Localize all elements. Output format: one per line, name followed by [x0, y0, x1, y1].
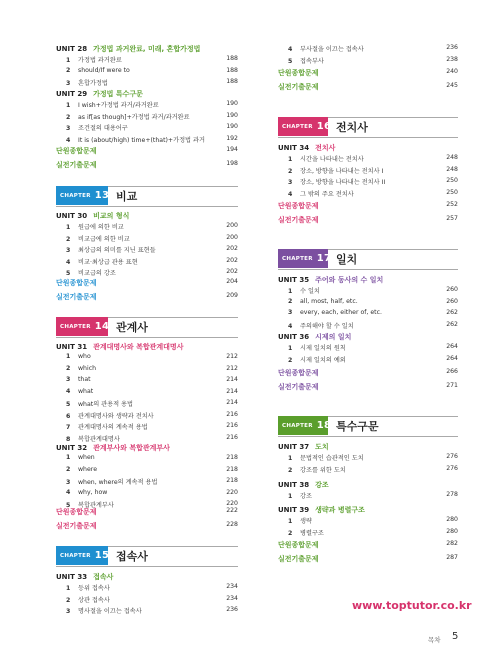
item-page: 280	[446, 527, 458, 535]
item-text: I wish+가정법 과거/과거완료	[78, 102, 159, 109]
toc-item[interactable]	[288, 465, 458, 474]
toc-item[interactable]	[288, 516, 458, 525]
toc-item[interactable]	[66, 434, 238, 443]
item-text: 비교급의 강조	[78, 270, 116, 277]
item-page: 218	[226, 454, 238, 461]
item-number: 1	[288, 288, 293, 295]
chapter-tag	[56, 317, 108, 336]
toc-item[interactable]	[66, 67, 238, 74]
unit-heading	[278, 480, 329, 490]
toc-item[interactable]	[288, 189, 458, 198]
section-title: 단원종합문제	[278, 541, 319, 549]
toc-item[interactable]	[66, 477, 238, 486]
item-text: 비교급에 의한 비교	[78, 235, 130, 243]
item-text: 시간을 나타내는 전치사	[300, 156, 364, 163]
toc-item[interactable]	[66, 376, 238, 383]
unit-title[interactable]: 가정법 특수구문	[93, 90, 143, 98]
chapter-tag	[278, 416, 332, 435]
item-text: that	[78, 376, 91, 383]
item-number: 2	[288, 466, 293, 474]
section-page: 266	[446, 368, 458, 375]
review-section[interactable]	[56, 160, 238, 170]
item-page: 202	[226, 245, 238, 252]
item-number: 7	[66, 424, 71, 431]
chapter-tag	[278, 117, 332, 136]
item-number: 1	[66, 585, 71, 592]
item-page: 264	[446, 343, 458, 350]
item-number: 1	[66, 224, 71, 231]
item-page: 236	[226, 606, 238, 613]
toc-item[interactable]	[66, 257, 238, 266]
section-page: 282	[446, 540, 458, 547]
item-page: 262	[446, 309, 458, 316]
item-text: 명사절을 이끄는 접속사	[78, 608, 142, 615]
item-page: 188	[226, 55, 238, 62]
item-page: 278	[446, 491, 458, 498]
chapter-title: 관계사	[116, 321, 148, 334]
item-text: 관계대명사와 생략과 전치사	[78, 412, 154, 420]
chapter-number: 15	[94, 550, 110, 561]
item-page: 214	[226, 376, 238, 383]
chapter-banner[interactable]	[278, 416, 458, 435]
unit-label: UNIT 35	[278, 276, 310, 284]
toc-item[interactable]	[288, 286, 458, 295]
item-page: 218	[226, 465, 238, 473]
unit-title[interactable]: 관계부사와 복합관계부사	[93, 444, 170, 452]
section-page: 198	[226, 160, 238, 167]
item-page: 248	[446, 165, 458, 173]
review-section[interactable]	[278, 368, 458, 378]
section-title: 실전기출문제	[278, 216, 319, 224]
toc-item[interactable]	[288, 321, 458, 330]
toc-item[interactable]	[66, 454, 238, 461]
item-text: where	[78, 465, 98, 473]
section-page: 257	[446, 215, 458, 222]
unit-label: UNIT 30	[56, 212, 88, 220]
item-page: 276	[446, 464, 458, 472]
toc-item[interactable]	[288, 528, 458, 537]
item-page: 236	[446, 44, 458, 51]
review-section[interactable]	[56, 521, 238, 531]
review-section[interactable]	[278, 382, 458, 392]
unit-heading	[278, 442, 329, 452]
chapter-tag-label: CHAPTER	[282, 422, 313, 429]
unit-label: UNIT 39	[278, 506, 310, 514]
unit-heading	[56, 443, 170, 453]
toc-item[interactable]	[66, 234, 238, 243]
item-page: 214	[226, 399, 238, 406]
section-title: 단원종합문제	[278, 69, 319, 77]
item-number: 2	[288, 356, 293, 364]
unit-heading	[278, 332, 351, 342]
item-text: when, where의 계속적 용법	[78, 479, 158, 486]
item-number: 6	[66, 412, 71, 420]
item-text: what	[78, 387, 94, 395]
unit-label: UNIT 34	[278, 144, 310, 152]
item-text: 생략	[300, 518, 312, 525]
section-page: 252	[446, 201, 458, 208]
toc-item[interactable]	[288, 453, 458, 462]
review-section[interactable]	[278, 540, 458, 550]
section-page: 245	[446, 82, 458, 89]
footer-label: 목차	[428, 636, 441, 644]
chapter-number: 17	[316, 253, 332, 264]
toc-item[interactable]	[66, 606, 238, 615]
unit-heading	[56, 211, 129, 221]
item-page: 234	[226, 583, 238, 590]
section-page: 222	[226, 507, 238, 514]
item-text: 접속부사	[300, 57, 324, 65]
toc-item[interactable]	[66, 595, 238, 604]
item-page: 238	[446, 55, 458, 63]
item-text: 병렬구조	[300, 529, 324, 537]
item-text: 주의해야 할 수 일치	[300, 322, 354, 330]
chapter-tag-label: CHAPTER	[282, 123, 313, 130]
toc-item[interactable]	[288, 56, 458, 65]
toc-item[interactable]	[66, 583, 238, 592]
item-number: 3	[288, 179, 293, 186]
section-title: 실전기출문제	[56, 293, 97, 301]
item-number: 4	[66, 387, 71, 395]
item-page: 190	[226, 123, 238, 130]
toc-item[interactable]	[288, 298, 458, 305]
toc-item[interactable]	[288, 309, 458, 316]
item-page: 276	[446, 453, 458, 460]
item-number: 1	[66, 57, 71, 64]
chapter-number: 14	[94, 321, 110, 332]
item-number: 2	[288, 167, 293, 175]
chapter-title: 비교	[116, 190, 138, 203]
unit-heading	[278, 143, 335, 153]
toc-item[interactable]	[66, 422, 238, 431]
item-number: 5	[66, 401, 71, 408]
item-text: 비교·최상급 관용 표현	[78, 258, 138, 266]
section-page: 209	[226, 292, 238, 299]
toc-item[interactable]	[66, 365, 238, 372]
item-page: 212	[226, 353, 238, 360]
review-section[interactable]	[278, 554, 458, 564]
item-page: 188	[226, 78, 238, 85]
unit-label: UNIT 38	[278, 481, 310, 489]
website-url[interactable]: www.toptutor.co.kr	[352, 599, 472, 612]
chapter-banner[interactable]	[56, 317, 238, 336]
unit-title[interactable]: 도치	[315, 443, 329, 451]
unit-title[interactable]: 접속사	[93, 573, 114, 581]
item-number: 4	[288, 46, 293, 53]
item-text: 가정법 과거완료	[78, 57, 122, 64]
item-text: 관계대명사의 계속적 용법	[78, 424, 148, 431]
item-number: 5	[66, 270, 71, 277]
unit-label: UNIT 31	[56, 343, 88, 351]
toc-item[interactable]	[288, 491, 458, 500]
item-page: 250	[446, 188, 458, 196]
item-number: 3	[66, 80, 71, 87]
item-page: 214	[226, 387, 238, 395]
item-number: 3	[66, 125, 71, 132]
item-page: 218	[226, 477, 238, 484]
unit-label: UNIT 29	[56, 90, 88, 98]
section-title: 실전기출문제	[56, 161, 97, 169]
item-page: 220	[226, 488, 238, 496]
item-text: 그 밖의 주요 전치사	[300, 190, 354, 198]
item-page: 250	[446, 177, 458, 184]
item-page: 216	[226, 422, 238, 429]
toc-item[interactable]	[66, 466, 238, 473]
chapter-tag-label: CHAPTER	[60, 192, 91, 199]
review-section[interactable]	[278, 201, 458, 211]
unit-title[interactable]: 생략과 병렬구조	[315, 506, 365, 514]
item-page: 280	[446, 516, 458, 523]
item-text: 복합관계부사	[78, 502, 114, 509]
item-number: 3	[66, 479, 71, 486]
chapter-number: 18	[316, 420, 332, 431]
chapter-banner[interactable]	[278, 249, 458, 268]
item-text: what의 관용적 용법	[78, 401, 133, 408]
chapter-tag-label: CHAPTER	[60, 552, 91, 559]
item-page: 200	[226, 222, 238, 229]
item-number: 4	[66, 488, 71, 496]
unit-heading	[278, 505, 365, 515]
toc-item[interactable]	[288, 166, 458, 175]
item-page: 202	[226, 268, 238, 275]
unit-heading	[56, 89, 143, 99]
section-title: 단원종합문제	[278, 202, 319, 210]
item-text: 원급에 의한 비교	[78, 224, 124, 231]
toc-item[interactable]	[66, 489, 238, 496]
item-text: every, each, either of, etc.	[300, 309, 382, 316]
chapter-title: 전치사	[336, 121, 368, 134]
section-title: 단원종합문제	[278, 369, 319, 377]
section-page: 194	[226, 146, 238, 153]
section-title: 실전기출문제	[278, 383, 319, 391]
toc-item[interactable]	[66, 245, 238, 254]
unit-heading	[56, 44, 200, 54]
unit-title[interactable]: 시제의 일치	[315, 333, 352, 341]
unit-heading	[56, 342, 183, 352]
item-text: 등위 접속사	[78, 585, 110, 592]
item-text: all, most, half, etc.	[300, 297, 358, 305]
item-number: 1	[288, 156, 293, 163]
item-number: 1	[288, 518, 293, 525]
unit-label: UNIT 36	[278, 333, 310, 341]
chapter-banner[interactable]	[278, 117, 458, 136]
item-page: 234	[226, 594, 238, 602]
item-number: 4	[288, 322, 293, 330]
item-number: 3	[288, 309, 293, 316]
item-number: 2	[66, 596, 71, 604]
item-text: why, how	[78, 488, 108, 496]
item-text: 장소, 방향을 나타내는 전치사 II	[300, 179, 386, 186]
item-page: 260	[446, 297, 458, 305]
chapter-tag	[56, 546, 108, 565]
item-page: 192	[226, 134, 238, 142]
unit-title[interactable]: 관계대명사와 복합관계대명사	[93, 343, 184, 351]
item-text: 수 일치	[300, 288, 320, 295]
toc-item[interactable]	[66, 112, 238, 121]
chapter-title: 접속사	[116, 550, 148, 563]
item-number: 3	[66, 376, 71, 383]
section-page: 287	[446, 554, 458, 561]
item-text: 상관 접속사	[78, 596, 110, 604]
item-page: 248	[446, 154, 458, 161]
item-text: 부사절을 이끄는 접속사	[300, 46, 364, 53]
item-text: It is (about/high) time+(that)+가정법 과거	[78, 136, 205, 144]
item-text: 시제 일치의 예외	[300, 356, 346, 364]
item-page: 260	[446, 286, 458, 293]
section-page: 240	[446, 68, 458, 75]
toc-item[interactable]	[66, 78, 238, 87]
item-number: 2	[66, 465, 71, 473]
toc-item[interactable]	[288, 44, 458, 53]
item-page: 202	[226, 256, 238, 264]
review-section[interactable]	[278, 68, 458, 78]
toc-item[interactable]	[66, 100, 238, 109]
item-number: 5	[288, 57, 293, 65]
item-number: 2	[66, 235, 71, 243]
item-number: 1	[288, 493, 293, 500]
section-page: 228	[226, 521, 238, 528]
unit-label: UNIT 32	[56, 444, 88, 452]
toc-item[interactable]	[66, 268, 238, 277]
item-text: 강조를 위한 도치	[300, 466, 346, 474]
section-page: 271	[446, 382, 458, 389]
chapter-tag-label: CHAPTER	[282, 255, 313, 262]
chapter-title: 일치	[336, 253, 358, 266]
section-title: 실전기출문제	[56, 522, 97, 530]
section-title: 단원종합문제	[56, 279, 97, 287]
item-number: 3	[66, 247, 71, 254]
item-page: 190	[226, 111, 238, 119]
item-number: 4	[66, 258, 71, 266]
item-number: 2	[288, 529, 293, 537]
item-text: 혼합가정법	[78, 80, 108, 87]
toc-item[interactable]	[66, 135, 238, 144]
unit-title[interactable]: 비교의 형식	[93, 212, 130, 220]
item-text: 문법적인 습관적인 도치	[300, 455, 364, 462]
item-number: 2	[288, 297, 293, 305]
item-text: should/If were to	[78, 66, 130, 74]
item-number: 4	[66, 136, 71, 144]
item-number: 1	[288, 455, 293, 462]
section-page: 204	[226, 278, 238, 285]
item-page: 216	[226, 433, 238, 441]
chapter-banner[interactable]	[56, 546, 238, 565]
section-title: 실전기출문제	[278, 83, 319, 91]
item-number: 1	[66, 353, 71, 360]
item-page: 264	[446, 354, 458, 362]
item-text: 최상급의 의미를 지닌 표현들	[78, 247, 156, 254]
unit-title[interactable]: 강조	[315, 481, 329, 489]
item-text: when	[78, 454, 95, 461]
review-section[interactable]	[56, 278, 238, 288]
item-text: 복합관계대명사	[78, 435, 120, 443]
section-title: 실전기출문제	[278, 555, 319, 563]
item-number: 2	[66, 364, 71, 372]
item-number: 4	[288, 190, 293, 198]
toc-item[interactable]	[66, 388, 238, 395]
item-page: 216	[226, 410, 238, 418]
toc-item[interactable]	[288, 177, 458, 186]
review-section[interactable]	[278, 82, 458, 92]
item-page: 188	[226, 66, 238, 74]
item-number: 5	[66, 502, 71, 509]
item-page: 190	[226, 100, 238, 107]
review-section[interactable]	[278, 215, 458, 225]
item-text: 시제 일치의 원칙	[300, 345, 346, 352]
unit-heading	[56, 572, 113, 582]
toc-item[interactable]	[288, 355, 458, 364]
item-number: 1	[66, 454, 71, 461]
chapter-title: 특수구문	[336, 420, 379, 433]
item-text: as if[as though]+가정법 과거/과거완료	[78, 113, 190, 121]
unit-title[interactable]: 주어와 동사의 수 일치	[315, 276, 384, 284]
toc-item[interactable]	[66, 399, 238, 408]
item-number: 2	[66, 113, 71, 121]
page-number: 5	[452, 631, 459, 642]
review-section[interactable]	[56, 292, 238, 302]
item-number: 1	[288, 345, 293, 352]
item-number: 3	[66, 608, 71, 615]
chapter-tag-label: CHAPTER	[60, 323, 91, 330]
item-text: which	[78, 364, 97, 372]
toc-item[interactable]	[66, 222, 238, 231]
chapter-tag	[278, 249, 332, 268]
unit-label: UNIT 33	[56, 573, 88, 581]
item-page: 262	[446, 320, 458, 328]
toc-item[interactable]	[66, 55, 238, 64]
item-number: 8	[66, 435, 71, 443]
item-text: 장소, 방향을 나타내는 전치사 I	[300, 167, 384, 175]
item-page: 220	[226, 500, 238, 507]
chapter-number: 13	[94, 190, 110, 201]
item-text: who	[78, 353, 91, 360]
chapter-number: 16	[316, 121, 332, 132]
item-text: 조건절의 대용어구	[78, 125, 128, 132]
unit-title[interactable]: 가정법 과거완료, 미래, 혼합가정법	[93, 45, 201, 53]
item-page: 212	[226, 364, 238, 372]
item-page: 200	[226, 233, 238, 241]
unit-heading	[278, 275, 383, 285]
unit-title[interactable]: 전치사	[315, 144, 336, 152]
unit-label: UNIT 37	[278, 443, 310, 451]
item-text: 강조	[300, 493, 312, 500]
unit-label: UNIT 28	[56, 45, 88, 53]
chapter-banner[interactable]	[56, 186, 238, 205]
toc-item[interactable]	[288, 343, 458, 352]
toc-item[interactable]	[66, 123, 238, 132]
item-number: 1	[66, 102, 71, 109]
item-number: 2	[66, 66, 71, 74]
toc-item[interactable]	[66, 353, 238, 360]
chapter-tag	[56, 186, 108, 205]
toc-item[interactable]	[66, 411, 238, 420]
review-section[interactable]	[56, 146, 238, 156]
toc-item[interactable]	[288, 154, 458, 163]
section-title: 단원종합문제	[56, 508, 97, 516]
review-section[interactable]	[56, 507, 238, 517]
section-title: 단원종합문제	[56, 147, 97, 155]
